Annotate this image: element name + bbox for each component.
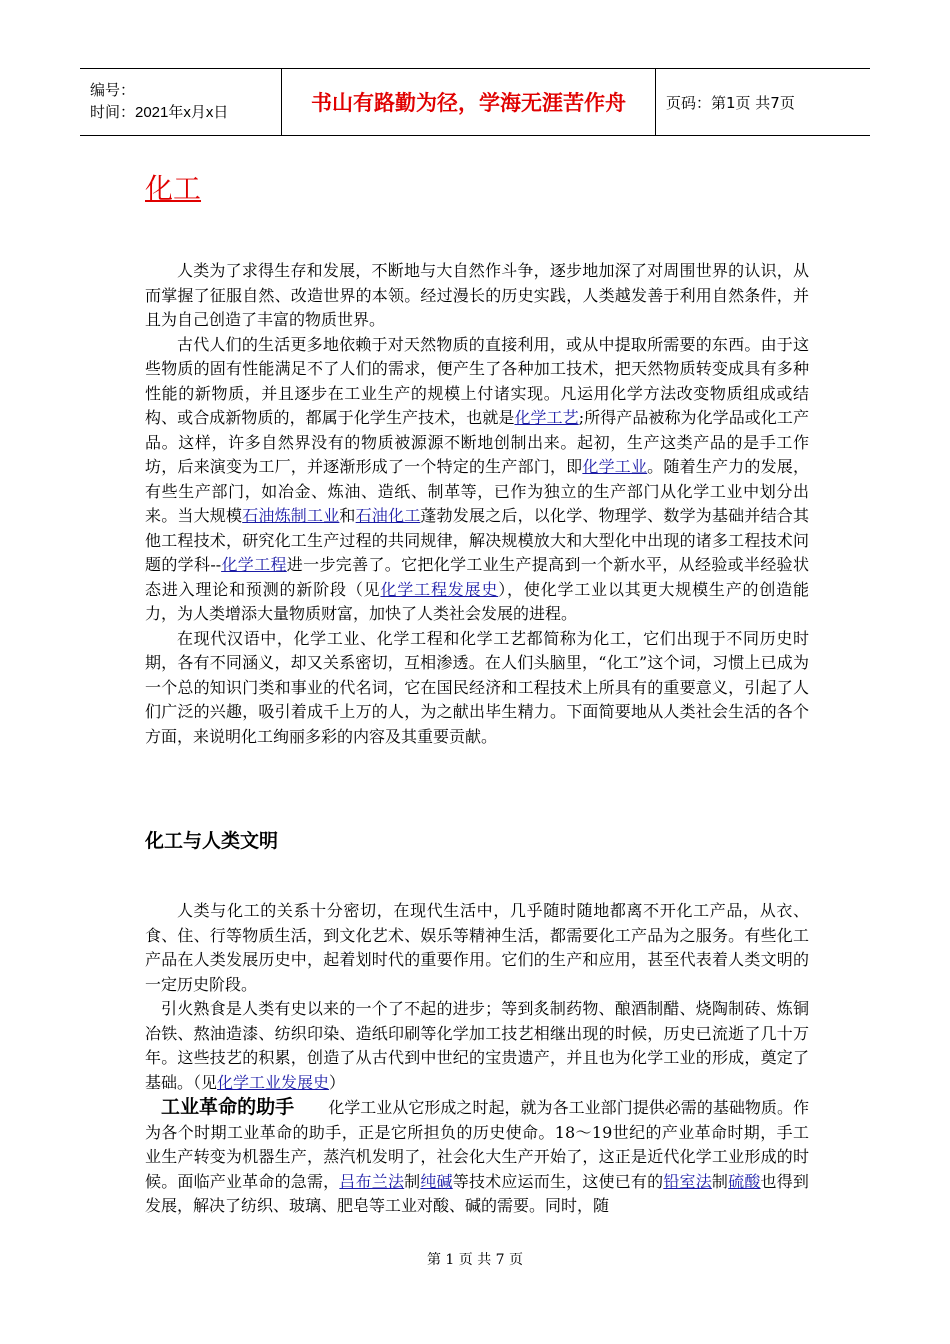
- link-chemical-process[interactable]: 化学工艺: [514, 408, 579, 427]
- text-run: 引火熟食是人类有史以来的一个了不起的进步；等到炙制药物、酿酒制醋、烧陶制砖、炼铜冶铁、熬油造漆、纺织印染、造纸印刷等化学加工技艺相继出现的时候，历史已流逝了几十万年。这些技艺的积累，创造了从古代到中世纪的宝贵遗产，并且也为化学工业的形成，奠定了基础。（见: [145, 999, 809, 1092]
- section-intro: [145, 259, 809, 749]
- motto-text: 书山有路勤为径，学海无涯苦作舟: [311, 91, 626, 115]
- section-civilization: [145, 899, 809, 1219]
- link-leblanc-process[interactable]: 吕布兰法: [339, 1171, 405, 1191]
- paragraph: 人类为了求得生存和发展，不断地与大自然作斗争，逐步地加深了对周围世界的认识，从而掌握了征服自然、改造世界的本领。经过漫长的历史实践，人类越发善于利用自然条件，并且为自己创造了丰富的物质世界。: [145, 261, 809, 329]
- text-run: 也得到发展，解决了纺织、玻璃、肥皂等工业对酸、碱的需要。同时，随: [145, 1171, 809, 1215]
- link-petrochemical[interactable]: 石油化工: [355, 506, 421, 525]
- text-run: 。随着生产力的发展，有些生产部门，如冶金、炼油、造纸、制革等，已作为独立的生产部门从化学工业中划分出来。当大规模: [145, 457, 809, 525]
- runin-heading: 工业革命的助手: [161, 1096, 295, 1118]
- text-run: 古代人们的生活更多地依赖于对天然物质的直接利用，或从中提取所需要的东西。由于这些物质的固有性能满足不了人们的需求，便产生了各种加工技术，把天然物质转变成具有多种性能的新物质，并且逐步在工业生产的规模上付诸实现。凡运用化学方法改变物质组成或结构、或合成新物质的，都属于化学生产技术，也就是: [145, 334, 809, 427]
- text-run: 进一步完善了。它把化学工业生产提高到一个新水平，从经验或半经验状态进入理论和预测的新阶段（见: [145, 555, 809, 599]
- paragraph: [145, 333, 809, 627]
- number-label: 编号：: [90, 82, 136, 99]
- section-heading: 化工与人类文明: [145, 830, 279, 852]
- text-run: 蓬勃发展之后，以化学、物理学、数学为基础并结合其他工程技术，研究化工生产过程的共同规律，解决规模放大和大型化中出现的诸多工程技术问题的学科--: [145, 506, 809, 574]
- link-chem-eng-history[interactable]: 化学工程发展史: [380, 579, 499, 599]
- link-petroleum-refining[interactable]: 石油炼制工业: [242, 506, 340, 525]
- page-footer: 第 1 页 共 7 页: [426, 1252, 524, 1268]
- text-run: 化学工业从它形成之时起，就为各工业部门提供必需的基础物质。作为各个时期工业革命的助手，正是它所担负的历史使命。18～19世纪的产业革命时期，手工业生产转变为机器生产，蒸汽机发明了，社会化大生产开始了，这正是近代化学工业形成的时候。面临产业革命的急需，: [145, 1098, 809, 1191]
- link-sulfuric-acid[interactable]: 硫酸: [728, 1171, 761, 1191]
- page-label: 页码：第1页 共7页: [666, 93, 795, 112]
- link-chemical-industry[interactable]: 化学工业: [582, 457, 648, 476]
- link-chem-industry-history[interactable]: 化学工业发展史: [217, 1072, 330, 1092]
- document-header: [80, 68, 870, 136]
- text-run: ）: [329, 1072, 346, 1092]
- header-page-info: [656, 69, 870, 135]
- text-run: ;所得产品被称为化学品或化工产品。这样，许多自然界没有的物质被源源不断地创制出来。起初，生产这类产品的是手工作坊，后来演变为工厂，并逐渐形成了一个特定的生产部门，即: [145, 408, 809, 476]
- paragraph: [145, 997, 809, 1095]
- page-title: 化工: [145, 172, 202, 205]
- text-run: 制: [711, 1171, 729, 1191]
- paragraph: [145, 1095, 809, 1219]
- link-lead-chamber[interactable]: 铅室法: [663, 1171, 712, 1191]
- text-run: 和: [339, 506, 356, 525]
- link-chemical-engineering[interactable]: 化学工程: [221, 555, 287, 574]
- header-motto: [282, 69, 656, 135]
- link-soda-ash[interactable]: 纯碱: [420, 1171, 453, 1191]
- text-run: ），使化学工业以其更大规模生产的创造能力，为人类增添大量物质财富，加快了人类社会发展的进程。: [145, 579, 809, 623]
- header-meta: [80, 69, 282, 135]
- paragraph: 在现代汉语中，化学工业、化学工程和化学工艺都简称为化工，它们出现于不同历史时期，各有不同涵义，却又关系密切，互相渗透。在人们头脑里，“化工”这个词，习惯上已成为一个总的知识门类和事业的代名词，它在国民经济和工程技术上所具有的重要意义，引起了人们广泛的兴趣，吸引着成千上万的人，为之献出毕生精力。下面简要地从人类社会生活的各个方面，来说明化工绚丽多彩的内容及其重要贡献。: [145, 628, 809, 746]
- text-run: 等技术应运而生，这使已有的: [452, 1171, 664, 1191]
- text-run: 制: [404, 1171, 421, 1191]
- paragraph: 人类与化工的关系十分密切，在现代生活中，几乎随时随地都离不开化工产品，从衣、食、住、行等物质生活，到文化艺术、娱乐等精神生活，都需要化工产品为之服务。有些化工产品在人类发展历史中，起着划时代的重要作用。它们的生产和应用，甚至代表着人类文明的一定历史阶段。: [145, 901, 809, 994]
- time-label: 时间：2021年x月x日: [90, 104, 229, 121]
